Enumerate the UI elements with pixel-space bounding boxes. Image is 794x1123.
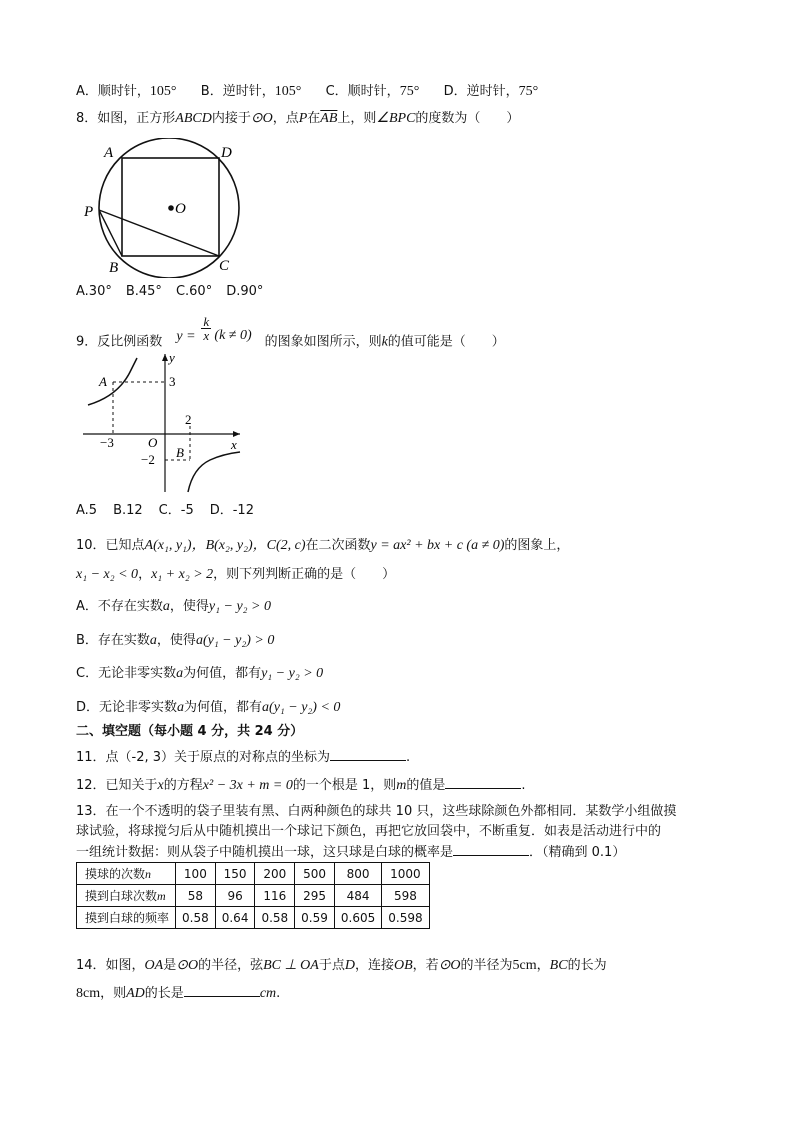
table-row (77, 907, 430, 929)
table-cell: 100 (176, 863, 216, 885)
tick-minus-3: −3 (100, 435, 114, 450)
row-label-trials: 摸球的次数n (77, 863, 176, 885)
axis-x-label: x (231, 437, 237, 452)
table-cell: 0.58 (176, 907, 216, 929)
q12-answer-blank[interactable] (445, 776, 521, 789)
q7-option-c-value: 75° (399, 84, 420, 99)
q9-stem: 9．反比例函数 y = $\frac{k}{x}$ (k ≠ 0) 的图象如图所示，则k的值可能是（ ） (76, 327, 505, 357)
q8-stem: 8．如图，正方形ABCD内接于⊙O，点P在$\overline{AB}$上，则∠BPC的度数为（ ） (76, 111, 520, 126)
tick-minus-2: −2 (141, 452, 155, 467)
table-cell: 800 (334, 863, 381, 885)
q7-option-c: C．顺时针， (325, 84, 400, 99)
q12: 12．已知关于x的方程x² − 3x + m = 0的一个根是 1，则m的值是 . (76, 778, 526, 793)
circle-o: ⊙O (250, 111, 273, 126)
point-b-label: B (176, 445, 184, 460)
point-a-label: A (99, 374, 107, 389)
table-cell: 295 (295, 885, 335, 907)
q10-option-a: A．不存在实数a，使得y₁ − y₂ > 0 (76, 599, 271, 614)
table-cell: 0.59 (295, 907, 335, 929)
table-cell: 116 (255, 885, 295, 907)
q9-option-a: A.5 (76, 503, 98, 518)
table-cell: 1000 (382, 863, 429, 885)
q9-figure (80, 350, 245, 495)
angle-bpc: ∠BPC (376, 111, 416, 126)
q9-option-c: C．-5 (158, 503, 194, 518)
label-o: O (175, 201, 186, 217)
q8-option-b: B.45° (125, 284, 162, 299)
q10-stem: 10．已知点A(x₁, y₁)，B(x₂, y₂)，C(2, c)在二次函数y = ax² + bx + c (a ≠ 0)的图象上， (76, 538, 570, 553)
q11-answer-blank[interactable] (330, 748, 406, 761)
table-cell: 500 (295, 863, 335, 885)
q14-line-2: 8cm，则AD的长是 cm. (76, 986, 281, 1001)
label-p: P (84, 204, 94, 220)
q10-option-b: B．存在实数a，使得a(y₁ − y₂) > 0 (76, 633, 275, 648)
section-heading-fill-in: 二、填空题（每小题 4 分，共 24 分） (76, 724, 304, 739)
table-cell: 0.598 (382, 907, 429, 929)
q7-option-b: B．逆时针， (200, 84, 275, 99)
q10-points: A(x₁, y₁)，B(x₂, y₂)，C(2, c) (144, 538, 306, 553)
label-b: B (109, 260, 119, 276)
q10-quadratic: y = ax² + bx + c (a ≠ 0) (370, 538, 505, 553)
q9-function: y = $\frac{k}{x}$ (k ≠ 0) (176, 314, 252, 344)
label-c: C (219, 258, 230, 274)
q10-option-d: D．无论非零实数a为何值，都有a(y₁ − y₂) < 0 (76, 700, 341, 715)
q9-option-b: B.12 (113, 503, 143, 518)
q13-line-3: 一组统计数据：则从袋子中随机摸出一球，这只球是白球的概率是 ．（精确到 0.1） (76, 845, 626, 860)
label-d: D (221, 145, 232, 161)
arc-ab: $\overline{AB}$ (320, 111, 338, 126)
table-row (77, 885, 430, 907)
origin-label: O (148, 435, 158, 450)
table-cell: 484 (334, 885, 381, 907)
q9-options (76, 502, 254, 520)
q11: 11．点（-2, 3）关于原点的对称点的坐标为 . (76, 750, 411, 765)
row-label-frequency: 摸到白球的频率 (77, 907, 176, 929)
q10-conditions: x₁ − x₂ < 0，x₁ + x₂ > 2，则下列判断正确的是（ ） (76, 567, 396, 582)
q7-options (76, 83, 538, 101)
table-cell: 58 (176, 885, 216, 907)
q8-option-d: D.90° (226, 284, 264, 299)
q9-option-d: D．-12 (209, 503, 254, 518)
q13-line-1: 13．在一个不透明的袋子里装有黑、白两种颜色的球共 10 只，这些球除颜色外都相同．某数学小组做摸 (76, 804, 677, 819)
label-a: A (104, 145, 114, 161)
q7-option-a: A．顺时针， (76, 84, 150, 99)
q13-line-2: 球试验，将球搅匀后从中随机摸出一个球记下颜色，再把它放回袋中，不断重复．如表是活动进行中的 (76, 824, 662, 839)
q14-line-1: 14．如图，OA是⊙O的半径，弦BC ⊥ OA于点D，连接OB，若⊙O的半径为5cm，BC的长为 (76, 958, 607, 973)
table-cell: 150 (215, 863, 255, 885)
table-cell: 200 (255, 863, 295, 885)
q7-option-d: D．逆时针， (443, 84, 519, 99)
q7-option-a-value: 105° (149, 84, 177, 99)
q8-option-a: A.30° (76, 284, 112, 299)
q8-figure (82, 138, 242, 278)
axis-y-label: y (169, 350, 175, 365)
table-cell: 0.58 (255, 907, 295, 929)
q7-option-d-value: 75° (518, 84, 539, 99)
q13-answer-blank[interactable] (453, 843, 529, 856)
q13-statistics-table (76, 862, 430, 929)
table-cell: 0.605 (334, 907, 381, 929)
table-cell: 0.64 (215, 907, 255, 929)
q14-answer-blank[interactable] (184, 984, 260, 997)
tick-2: 2 (185, 412, 192, 427)
tick-3: 3 (169, 374, 176, 389)
row-label-white-count: 摸到白球次数m (77, 885, 176, 907)
table-cell: 598 (382, 885, 429, 907)
q8-option-c: C.60° (175, 284, 213, 299)
q10-option-c: C．无论非零实数a为何值，都有y₁ − y₂ > 0 (76, 666, 324, 681)
square-abcd: ABCD (175, 111, 212, 126)
q7-option-b-value: 105° (274, 84, 302, 99)
table-cell: 96 (215, 885, 255, 907)
q8-options (76, 283, 263, 301)
table-row (77, 863, 430, 885)
q12-equation: x² − 3x + m = 0 (202, 778, 293, 793)
